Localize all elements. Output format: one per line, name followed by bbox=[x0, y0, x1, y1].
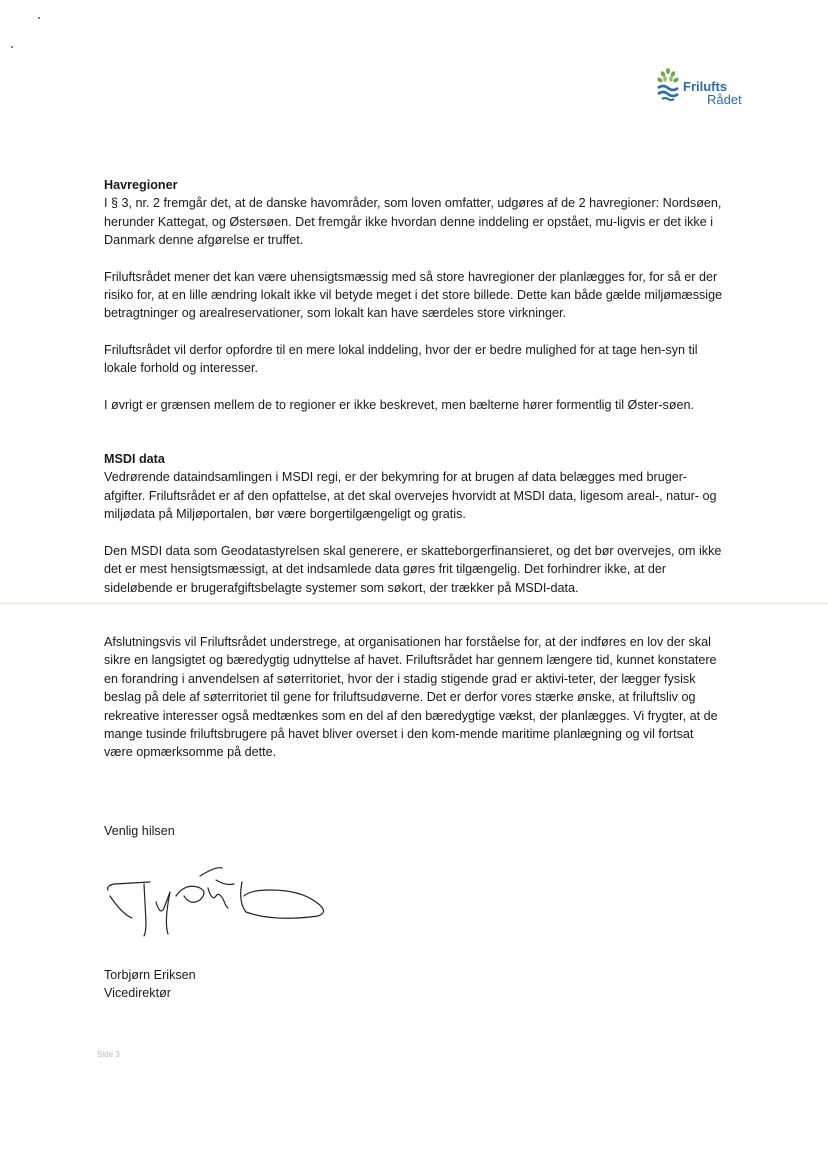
paragraph: Friluftsrådet mener det kan være uhensigtsmæssig med så store havregioner der planlægges for, for så er der risiko for, at en lille ændring lokalt ikke vil betyde meget i det store billede. Dette kan både gælde miljømæssige betragtninger og arealreservationer, som lokalt kan have særdeles store virkninger. bbox=[104, 269, 723, 321]
paragraph: Friluftsrådet vil derfor opfordre til en mere lokal inddeling, hvor der er bedre mulighed for at tage hen-syn til lokale forhold og interesser. bbox=[104, 342, 698, 376]
paragraph: I øvrigt er grænsen mellem de to regioner er ikke beskrevet, men bælterne hører formentlig til Øster-søen. bbox=[104, 397, 695, 412]
tree-wave-icon bbox=[655, 66, 681, 106]
page-number: Side 3 bbox=[97, 1050, 120, 1059]
paragraph-conclusion: Afslutningsvis vil Friluftsrådet understrege, at organisationen har forståelse for, at der indføres en lov der skal sikre en langsigtet og bæredygtig udnyttelse af havet. Friluftsrådet har gennem længere tid, kunnet konstatere en forandring i anvendelsen af søterritoriet, hvor der i stadig stigende grad er aktivi-teter, der lægger fysisk beslag på dele af søterritoriet til gene for friluftsudøverne. Det er derfor vores stærke ønske, at friluftsliv og rekreative interesser også medtænkes som en del af den bæredygtige vækst, der planlægges. Vi frygter, at de mange tusinde friluftsbrugere på havet bliver overset i den kom-mende maritime planlægning og vil fortsat være opmærksomme på dette. bbox=[104, 634, 718, 760]
paragraph: Den MSDI data som Geodatastyrelsen skal generere, er skatteborgerfinansieret, og det bør overvejes, om ikke det er mest hensigtsmæssigt, at det indsamlede data gøres frit tilgængelig. Det forhindrer ikke, at der sideløbende er brugerafgiftsbelagte systemer som søkort, der trækker på MSDI-data. bbox=[104, 543, 722, 595]
section-heading-havregioner: Havregioner bbox=[104, 178, 178, 192]
handwritten-signature bbox=[104, 862, 334, 942]
scan-line bbox=[0, 603, 828, 604]
signer-name: Torbjørn Eriksen bbox=[104, 968, 196, 982]
section-heading-msdi: MSDI data bbox=[104, 452, 165, 467]
scan-speck bbox=[11, 46, 13, 48]
signer-block bbox=[104, 966, 196, 1003]
scan-speck bbox=[38, 17, 40, 19]
paragraph: I § 3, nr. 2 fremgår det, at de danske havområder, som loven omfatter, udgøres af de 2 havregioner: Nordsøen, herunder Kattegat, og Østersøen. Det fremgår ikke hvordan denne inddeling er opstået, mu-ligvis er det ikke i Danmark denne afgørelse er truffet. bbox=[104, 196, 722, 248]
logo-text-raadet: Rådet bbox=[707, 92, 742, 107]
closing-greeting: Venlig hilsen bbox=[104, 824, 175, 838]
paragraph: Vedrørende dataindsamlingen i MSDI regi, er der bekymring for at brugen af data belægges med bruger-afgifter. Friluftsrådet er af den opfattelse, at det skal overvejes hvorvidt at MSDI data, ligesom areal-, natur- og miljødata på Miljøportalen, bør være borgertilgængeligt og gratis. bbox=[104, 470, 717, 522]
friluftsraadet-logo bbox=[655, 66, 765, 110]
letter-body bbox=[104, 176, 724, 762]
signer-title: Vicedirektør bbox=[104, 986, 171, 1001]
logo-text-frilufts: Frilufts bbox=[683, 79, 728, 94]
